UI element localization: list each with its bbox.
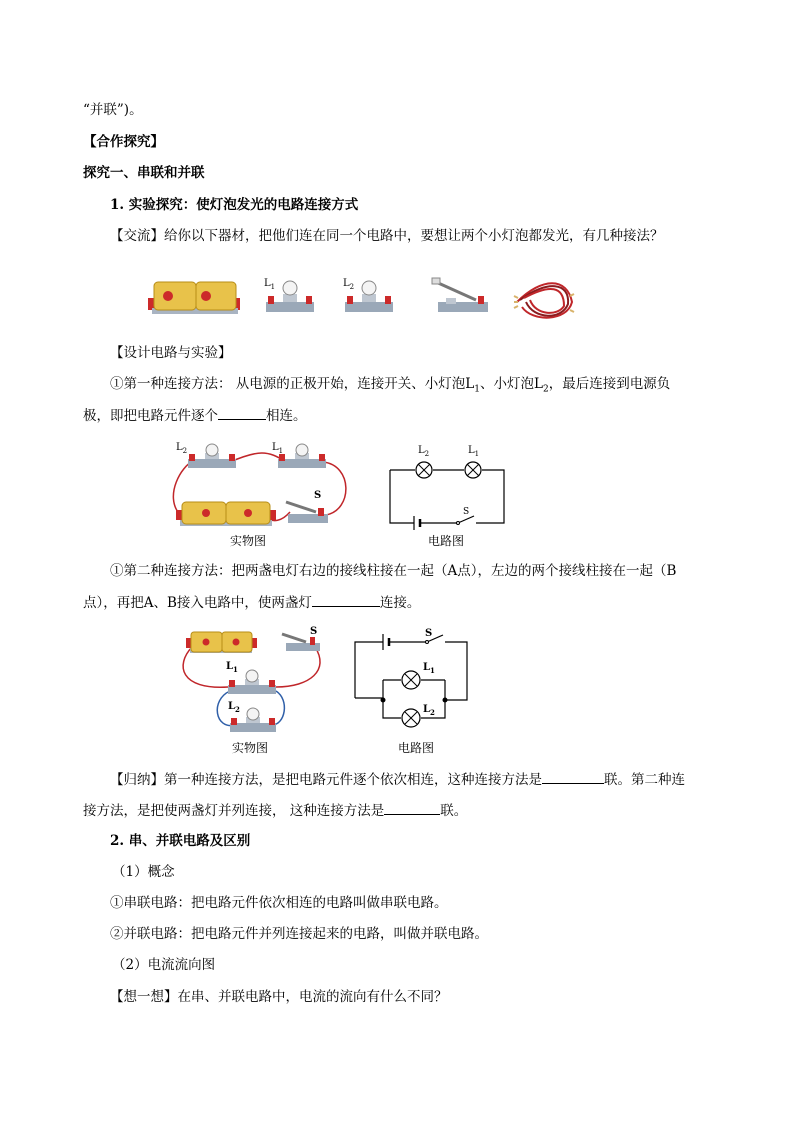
svg-text:L2: $L_2$ (423, 704, 435, 717)
svg-text:L1: $L_1$ (468, 445, 480, 458)
svg-text:S: S (314, 490, 322, 501)
bulb-l1-icon (264, 278, 314, 312)
wires-icon (514, 283, 574, 317)
summary-line-2: 接方法，是把使两盏灯并列连接， 这种连接方法是 联。 (83, 800, 467, 821)
answer-blank[interactable] (384, 800, 440, 815)
parallel-real-diagram (180, 625, 330, 740)
answer-blank[interactable] (542, 769, 604, 784)
svg-text:S: S (425, 628, 433, 639)
design-heading: 【设计电路与实验】 (110, 345, 232, 361)
svg-text:L1: $L_1$ (264, 278, 276, 291)
subsection-heading: 探究一、串联和并联 (83, 165, 205, 181)
method-two-line: ①第二种连接方法：把两盏电灯右边的接线柱接在一起（A点），左边的两个接线柱接在一起（B (110, 563, 677, 579)
svg-text:L2: $L_2$ (176, 442, 188, 455)
method-two-line-2: 点），再把A、B接入电路中，使两盏灯 连接。 (83, 592, 420, 613)
text-line: “并联”)。 (83, 102, 143, 118)
equipment-row (140, 272, 680, 342)
concept-heading: （1）概念 (112, 864, 175, 880)
section-heading: 【合作探究】 (83, 134, 164, 150)
battery-pack-icon (148, 282, 240, 314)
answer-blank[interactable] (218, 405, 266, 420)
svg-text:S: S (310, 626, 318, 637)
summary-line: 【归纳】第一种连接方法，是把电路元件逐个依次相连，这种连接方法是 联。第二种连 (110, 769, 685, 790)
svg-text:L2: $L_2$ (228, 701, 240, 714)
series-circuit-diagram (390, 440, 510, 530)
parallel-definition: ②并联电路：把电路元件并列连接起来的电路，叫做并联电路。 (110, 926, 488, 942)
svg-text:L1: $L_1$ (226, 661, 238, 674)
parallel-circuit-diagram (355, 628, 470, 733)
method-one-line-2: 极，即把电路元件逐个 相连。 (83, 405, 307, 426)
svg-text:L1: $L_1$ (423, 662, 435, 675)
series-definition: ①串联电路：把电路元件依次相连的电路叫做串联电路。 (110, 895, 448, 911)
series-circuit-caption: 电路图 (428, 534, 465, 548)
svg-text:S: S (463, 507, 470, 517)
item-heading: 2. 串、并联电路及区别 (110, 833, 251, 849)
svg-text:L1: $L_1$ (272, 442, 284, 455)
svg-text:L2: $L_2$ (343, 278, 355, 291)
parallel-circuit-caption: 电路图 (398, 741, 435, 755)
method-one-line: ①第一种连接方法： 从电源的正极开始，连接开关、小灯泡$L_1$、小灯泡$L_2$，最后连接到电源负 (110, 376, 671, 395)
parallel-real-caption: 实物图 (232, 741, 269, 755)
series-real-caption: 实物图 (230, 534, 267, 548)
answer-blank[interactable] (312, 592, 380, 607)
svg-text:L2: $L_2$ (418, 445, 430, 458)
flow-heading: （2）电流流向图 (112, 957, 216, 973)
think-question: 【想一想】在串、并联电路中，电流的流向有什么不同？ (110, 989, 448, 1005)
bulb-l2-icon (343, 278, 393, 312)
item-heading: 1. 实验探究：使灯泡发光的电路连接方式 (110, 197, 359, 213)
switch-icon (432, 278, 488, 312)
series-real-diagram (168, 440, 353, 535)
exchange-question: 【交流】给你以下器材，把他们连在同一个电路中，要想让两个小灯泡都发光，有几种接法？ (110, 228, 664, 244)
